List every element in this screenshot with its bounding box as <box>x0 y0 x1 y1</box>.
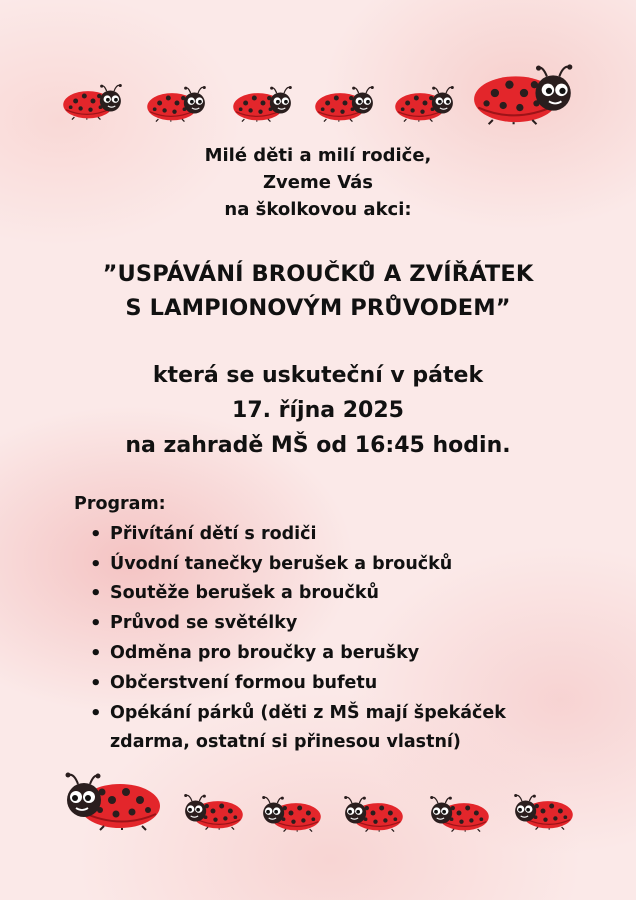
ladybug-icon <box>62 82 124 120</box>
ladybug-icon <box>512 792 574 830</box>
program-list <box>74 520 614 758</box>
ladybug-icon <box>182 792 244 830</box>
ladybug-icon <box>394 84 456 122</box>
bullet-icon: • <box>90 583 102 605</box>
program-item <box>88 669 614 699</box>
bullet-icon: • <box>90 642 102 664</box>
ladybug-icon <box>146 84 208 122</box>
ladybug-large-icon <box>472 60 576 126</box>
program-heading: Program: <box>74 494 166 514</box>
event-date: 17. října 2025 <box>232 398 404 423</box>
ladybug-icon <box>232 84 294 122</box>
program-item <box>88 699 560 759</box>
bullet-icon: • <box>90 613 102 635</box>
bullet-icon: • <box>90 702 102 724</box>
bullet-icon: • <box>90 672 102 694</box>
program-item <box>88 579 614 609</box>
event-details <box>0 358 636 463</box>
ladybug-row-top <box>0 60 636 150</box>
program-item <box>88 550 614 580</box>
program-item <box>88 609 614 639</box>
program-item-text: Soutěže berušek a broučků <box>110 583 379 604</box>
greeting-line-3: na školkovou akci: <box>224 199 412 220</box>
program-item-text: Úvodní tanečky berušek a broučků <box>110 553 453 574</box>
event-title <box>0 257 636 325</box>
program-item <box>88 520 614 550</box>
program-item-text: Přivítání dětí s rodiči <box>110 523 317 544</box>
bullet-icon: • <box>90 523 102 545</box>
event-title-line-1: ”USPÁVÁNÍ BROUČKŮ A ZVÍŘÁTEK <box>102 261 534 287</box>
event-place-time: na zahradě MŠ od 16:45 hodin. <box>125 433 511 458</box>
program-item-text: Odměna pro broučky a berušky <box>110 642 420 663</box>
ladybug-icon <box>428 794 490 832</box>
ladybug-icon <box>314 84 376 122</box>
ladybug-icon <box>342 794 404 832</box>
program-item-text: Průvod se světélky <box>110 613 298 634</box>
greeting <box>0 142 636 223</box>
program-section <box>74 490 614 758</box>
bullet-icon: • <box>90 553 102 575</box>
greeting-line-1: Milé děti a milí rodiče, <box>204 145 432 166</box>
program-item <box>88 639 614 669</box>
event-title-line-2: S LAMPIONOVÝM PRŮVODEM” <box>125 295 511 321</box>
ladybug-large-icon <box>62 768 162 832</box>
program-item-text: Občerstvení formou bufetu <box>110 672 378 693</box>
ladybug-icon <box>260 794 322 832</box>
ladybug-row-bottom <box>0 768 636 858</box>
program-item-text: Opékání párků (děti z MŠ mají špekáček zdarma, ostatní si přinesou vlastní) <box>110 702 506 753</box>
event-details-line-1: která se uskuteční v pátek <box>152 363 484 388</box>
greeting-line-2: Zveme Vás <box>262 172 374 193</box>
